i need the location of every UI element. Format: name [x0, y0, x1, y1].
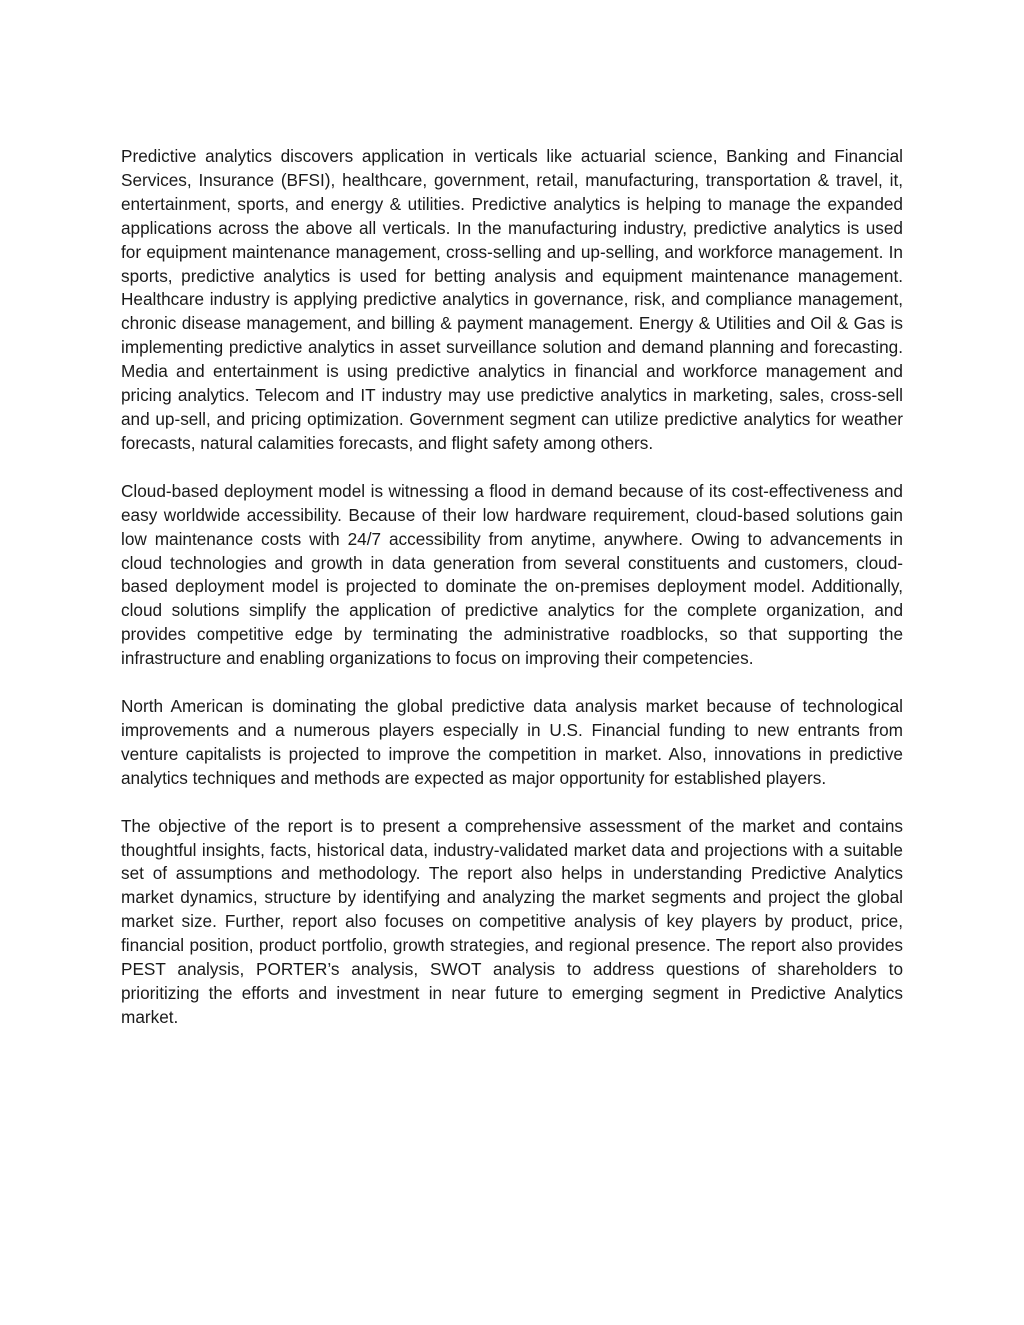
- paragraph-north-america: North American is dominating the global predictive data analysis market because of technological improvements and a numerous players especially in U.S. Financial funding to new entrants from venture capitalists is projected to improve the competition in market. Also, innovations in predictive analytics techniques and methods are expected as major opportunity for established players.: [121, 696, 903, 788]
- paragraph-report-objective: The objective of the report is to present a comprehensive assessment of the market and contains thoughtful insights, facts, historical data, industry-validated market data and projections with a suitable set of assumptions and methodology. The report also helps in understanding Predictive Analytics market dynamics, structure by identifying and analyzing the market segments and project the global market size. Further, report also focuses on competitive analysis of key players by product, price, financial position, product portfolio, growth strategies, and regional presence. The report also provides PEST analysis, PORTER’s analysis, SWOT analysis to address questions of shareholders to prioritizing the efforts and investment in near future to emerging segment in Predictive Analytics market.: [121, 815, 903, 1027]
- document-page: [121, 145, 903, 1054]
- paragraph-verticals: Predictive analytics discovers application in verticals like actuarial science, Banking and Financial Services, Insurance (BFSI), healthcare, government, retail, manufacturing, transportation & travel, it, entertainment, sports, and energy & utilities. Predictive analytics is helping to manage the expanded applications across the above all verticals. In the manufacturing industry, predictive analytics is used for equipment maintenance management, cross-selling and up-selling, and workforce management. In sports, predictive analytics is used for betting analysis and equipment maintenance management. Healthcare industry is applying predictive analytics in governance, risk, and compliance management, chronic disease management, and billing & payment management. Energy & Utilities and Oil & Gas is implementing predictive analytics in asset surveillance solution and demand planning and forecasting. Media and entertainment is using predictive analytics in financial and workforce management and pricing analytics. Telecom and IT industry may use predictive analytics in marketing, sales, cross-sell and up-sell, and pricing optimization. Government segment can utilize predictive analytics for weather forecasts, natural calamities forecasts, and flight safety among others.: [121, 146, 903, 453]
- paragraph-cloud-deployment: Cloud-based deployment model is witnessing a flood in demand because of its cost-effectiveness and easy worldwide accessibility. Because of their low hardware requirement, cloud-based solutions gain low maintenance costs with 24/7 accessibility from anytime, anywhere. Owing to advancements in cloud technologies and growth in data generation from several constituents and customers, cloud-based deployment model is projected to dominate the on-premises deployment model. Additionally, cloud solutions simplify the application of predictive analytics for the complete organization, and provides competitive edge by terminating the administrative roadblocks, so that supporting the infrastructure and enabling organizations to focus on improving their competencies.: [121, 480, 903, 669]
